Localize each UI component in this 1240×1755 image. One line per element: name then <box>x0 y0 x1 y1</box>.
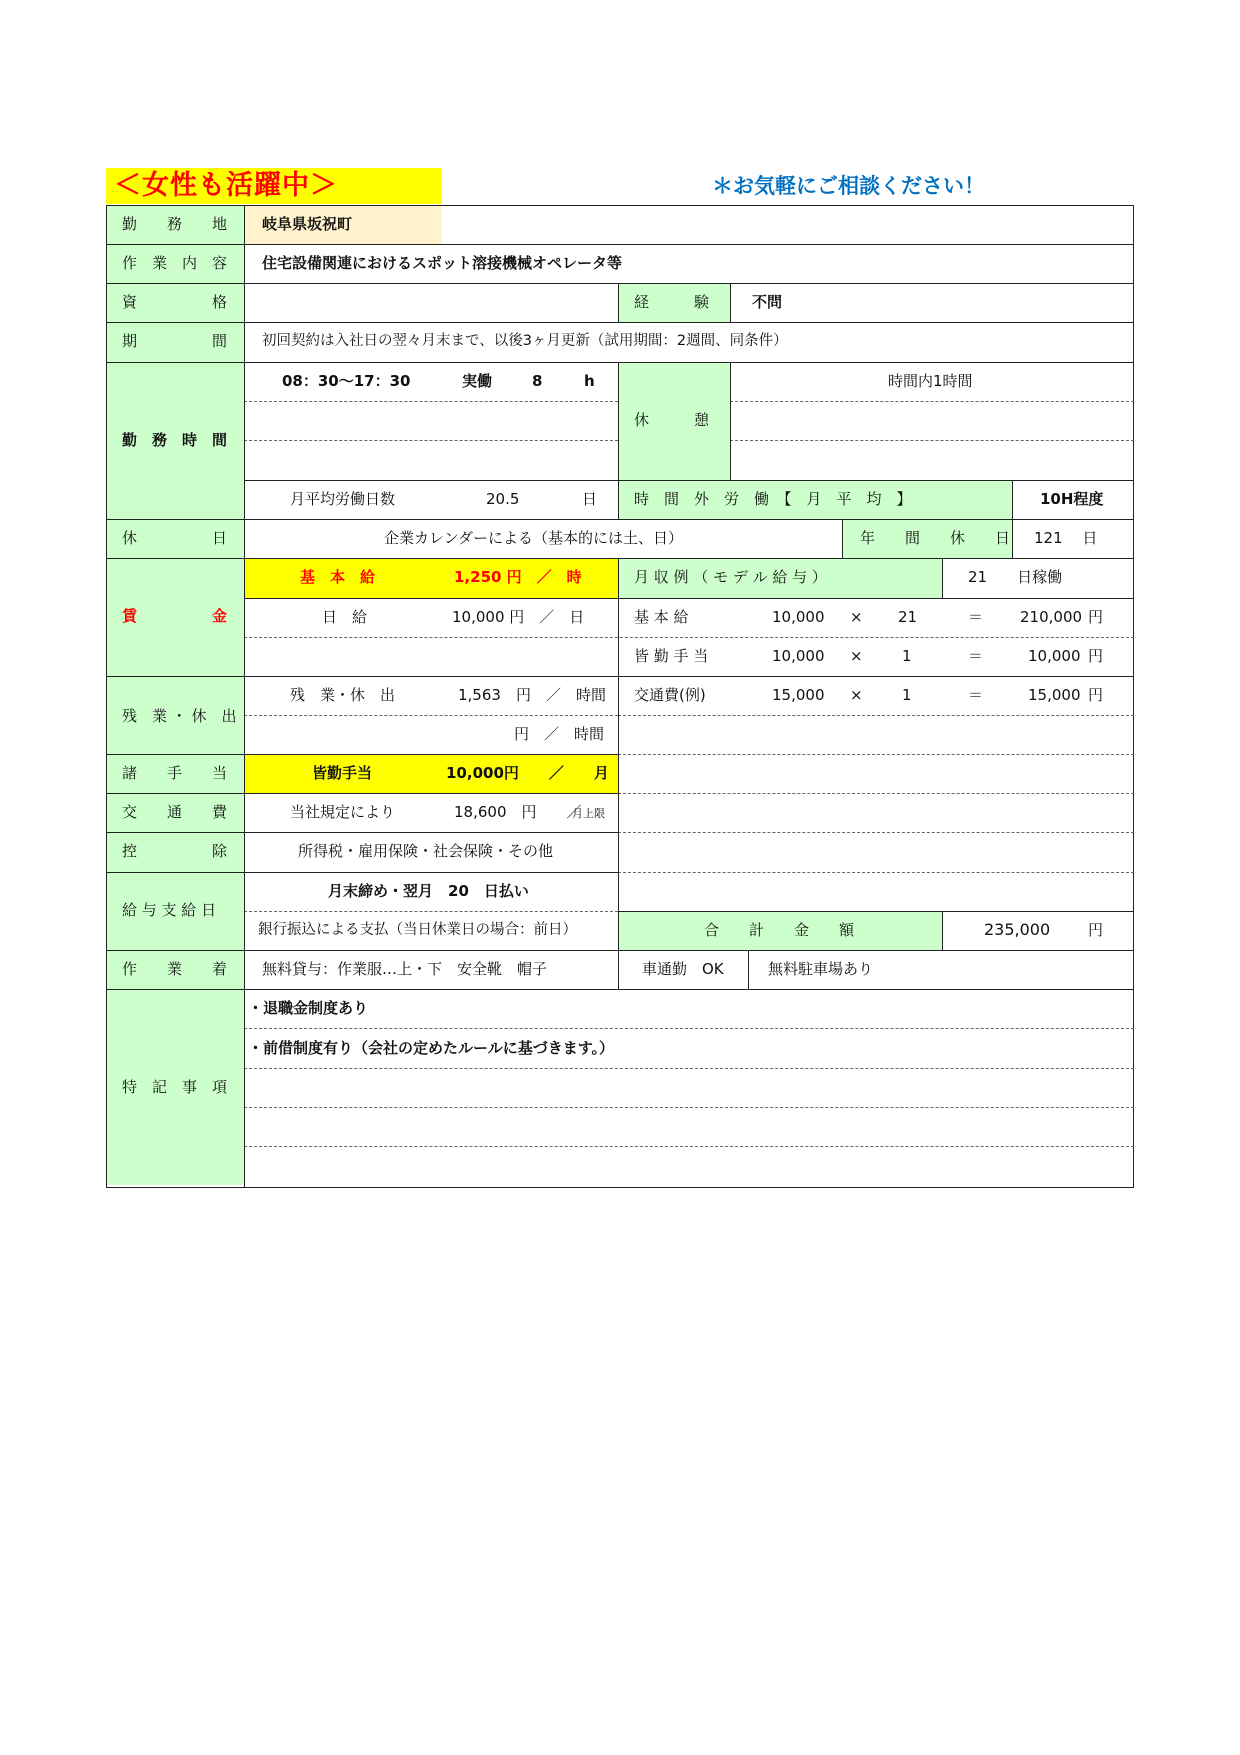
payday-method: 銀行振込による支払（当日休業日の場合：前日） <box>258 922 577 938</box>
dashed-divider <box>244 1028 1134 1029</box>
model-row-qty: 1 <box>902 647 912 665</box>
row-divider <box>106 832 618 833</box>
base-pay-label: 基 本 給 <box>300 568 376 586</box>
workplace-value: 岐阜県坂祝町 <box>262 215 353 233</box>
period-value: 初回契約は入社日の翌々月末まで、以後3ヶ月更新（試用期間：2週間、同条件） <box>262 333 788 349</box>
row-divider <box>106 676 1134 677</box>
clothes-value: 無料貸与：作業服…上・下 安全靴 帽子 <box>262 960 548 978</box>
overtime-value: 10H程度 <box>1040 490 1104 508</box>
car-commute: 車通勤 OK <box>642 960 724 978</box>
overtime-pay-label: 残 業・休 出 <box>290 686 396 704</box>
overtime-pay-value: 1,563 円 ／ 時間 <box>458 686 606 704</box>
payday-value: 月末締め・翌月 20 日払い <box>328 882 529 900</box>
dashed-divider <box>730 401 1134 402</box>
column-divider <box>842 519 843 558</box>
label-job: 作 業 内 容 <box>122 254 228 272</box>
label-overtime-holiday: 残 業 ・ 休 出 <box>122 707 237 725</box>
dashed-divider <box>244 637 1134 638</box>
row-divider <box>244 598 1134 599</box>
model-row-unit: 円 <box>1088 608 1104 626</box>
dashed-divider <box>730 440 1134 441</box>
column-divider <box>730 362 731 480</box>
column-divider <box>618 362 619 519</box>
model-row-op: × <box>850 608 863 626</box>
model-row-total: 15,000 <box>1028 686 1081 704</box>
transport-label: 当社規定により <box>290 803 396 821</box>
total-unit: 円 <box>1088 921 1104 939</box>
holiday-value: 企業カレンダーによる（基本的には土、日） <box>384 529 684 547</box>
model-row-op: × <box>850 647 863 665</box>
label-transport: 交 通 費 <box>122 803 228 821</box>
dashed-divider <box>618 715 1134 716</box>
label-wage: 賃 金 <box>122 607 228 625</box>
transport-unit: 月上限 <box>572 807 605 820</box>
note-retirement: ・退職金制度あり <box>248 999 369 1017</box>
allowance-label: 皆勤手当 <box>312 764 373 782</box>
model-row-label: 交通費(例) <box>634 686 706 704</box>
monthly-days-label: 月平均労働日数 <box>290 490 396 508</box>
column-divider <box>618 283 619 322</box>
model-row-amount: 10,000 <box>772 608 825 626</box>
allowance-value: 10,000円 ／ 月 <box>446 764 609 782</box>
model-row-eq: ＝ <box>968 686 984 704</box>
column-divider <box>1012 480 1013 558</box>
model-row-label: 皆 勤 手 当 <box>634 647 709 665</box>
row-divider <box>106 558 1134 559</box>
row-divider <box>106 754 618 755</box>
model-row-eq: ＝ <box>968 647 984 665</box>
note-advance-pay: ・前借制度有り（会社の定めたルールに基づきます。） <box>248 1039 615 1057</box>
monthly-days-value: 20.5 <box>486 490 520 508</box>
row-divider <box>106 283 1134 284</box>
model-row-qty: 1 <box>902 686 912 704</box>
model-row-total: 10,000 <box>1028 647 1081 665</box>
row-divider <box>106 244 1134 245</box>
model-row-amount: 10,000 <box>772 647 825 665</box>
label-payday: 給 与 支 給 日 <box>122 901 217 919</box>
label-period: 期 間 <box>122 332 228 350</box>
row-divider <box>106 322 1134 323</box>
column-divider <box>942 911 943 950</box>
column-divider <box>730 283 731 322</box>
model-row-unit: 円 <box>1088 647 1104 665</box>
monthly-example-days: 21 日稼働 <box>968 568 1063 586</box>
dashed-divider <box>618 872 1134 873</box>
monthly-example-label: 月 収 例 （ モ デ ル 給 与 ） <box>634 568 827 586</box>
hours-actual-unit: h <box>584 372 595 390</box>
total-label: 合 計 金 額 <box>704 921 855 939</box>
dashed-divider <box>618 793 1134 794</box>
transport-value: 18,600 円 ／ <box>454 803 582 821</box>
model-row-qty: 21 <box>898 608 918 626</box>
break-value: 時間内1時間 <box>888 372 973 390</box>
dashed-divider <box>618 754 1134 755</box>
experience-value: 不問 <box>752 293 783 311</box>
label-deduction: 控 除 <box>122 842 228 860</box>
column-divider <box>942 558 943 598</box>
overtime-label: 時 間 外 労 働 【 月 平 均 】 <box>634 490 912 508</box>
hours-actual-label: 実働 <box>462 372 493 390</box>
daily-label: 日 給 <box>322 608 368 626</box>
total-value: 235,000 <box>984 920 1051 939</box>
dashed-divider <box>244 1068 1134 1069</box>
dashed-divider <box>244 715 618 716</box>
dashed-divider <box>244 911 618 912</box>
overtime-pay-second: 円 ／ 時間 <box>514 725 605 743</box>
parking: 無料駐車場あり <box>768 960 874 978</box>
row-divider <box>106 793 618 794</box>
column-divider <box>244 205 245 1188</box>
label-hours: 勤 務 時 間 <box>122 431 228 449</box>
dashed-divider <box>244 1146 1134 1147</box>
model-row-amount: 15,000 <box>772 686 825 704</box>
column-divider <box>618 558 619 989</box>
monthly-days-unit: 日 <box>582 490 598 508</box>
annual-holiday-label: 年 間 休 日 <box>860 529 1011 547</box>
label-allowances: 諸 手 当 <box>122 764 228 782</box>
hours-time: 08：30～17：30 <box>282 372 411 390</box>
dashed-divider <box>244 401 618 402</box>
row-divider <box>618 911 1134 912</box>
base-pay-value: 1,250 円 ／ 時 <box>454 568 582 586</box>
dashed-divider <box>618 832 1134 833</box>
dashed-divider <box>244 1107 1134 1108</box>
row-divider <box>244 480 1134 481</box>
daily-value: 10,000 円 ／ 日 <box>452 608 585 626</box>
row-divider <box>106 519 1134 520</box>
row-divider <box>106 950 1134 951</box>
break-label: 休 憩 <box>634 411 710 429</box>
model-row-label: 基 本 給 <box>634 608 689 626</box>
model-row-op: × <box>850 686 863 704</box>
job-value: 住宅設備関連におけるスポット溶接機械オペレータ等 <box>262 254 623 272</box>
model-row-total: 210,000 <box>1020 608 1083 626</box>
row-divider <box>106 362 1134 363</box>
annual-holiday-value: 121 日 <box>1034 529 1098 547</box>
deduction-value: 所得税・雇用保険・社会保険・その他 <box>298 842 554 860</box>
consult-callout: ＊お気軽にご相談ください！ <box>712 174 985 198</box>
hours-actual-value: 8 <box>532 372 543 390</box>
model-row-unit: 円 <box>1088 686 1104 704</box>
label-holiday: 休 日 <box>122 529 228 547</box>
label-work-clothes: 作 業 着 <box>122 960 228 978</box>
row-divider <box>106 989 1134 990</box>
row-divider <box>106 872 618 873</box>
experience-label: 経 験 <box>634 293 710 311</box>
label-notes: 特 記 事 項 <box>122 1078 228 1096</box>
label-workplace: 勤 務 地 <box>122 215 228 233</box>
column-divider <box>748 950 749 989</box>
model-row-eq: ＝ <box>968 608 984 626</box>
dashed-divider <box>244 440 618 441</box>
women-active-banner: ＜女性も活躍中＞ <box>106 168 442 204</box>
label-qualification: 資 格 <box>122 293 228 311</box>
